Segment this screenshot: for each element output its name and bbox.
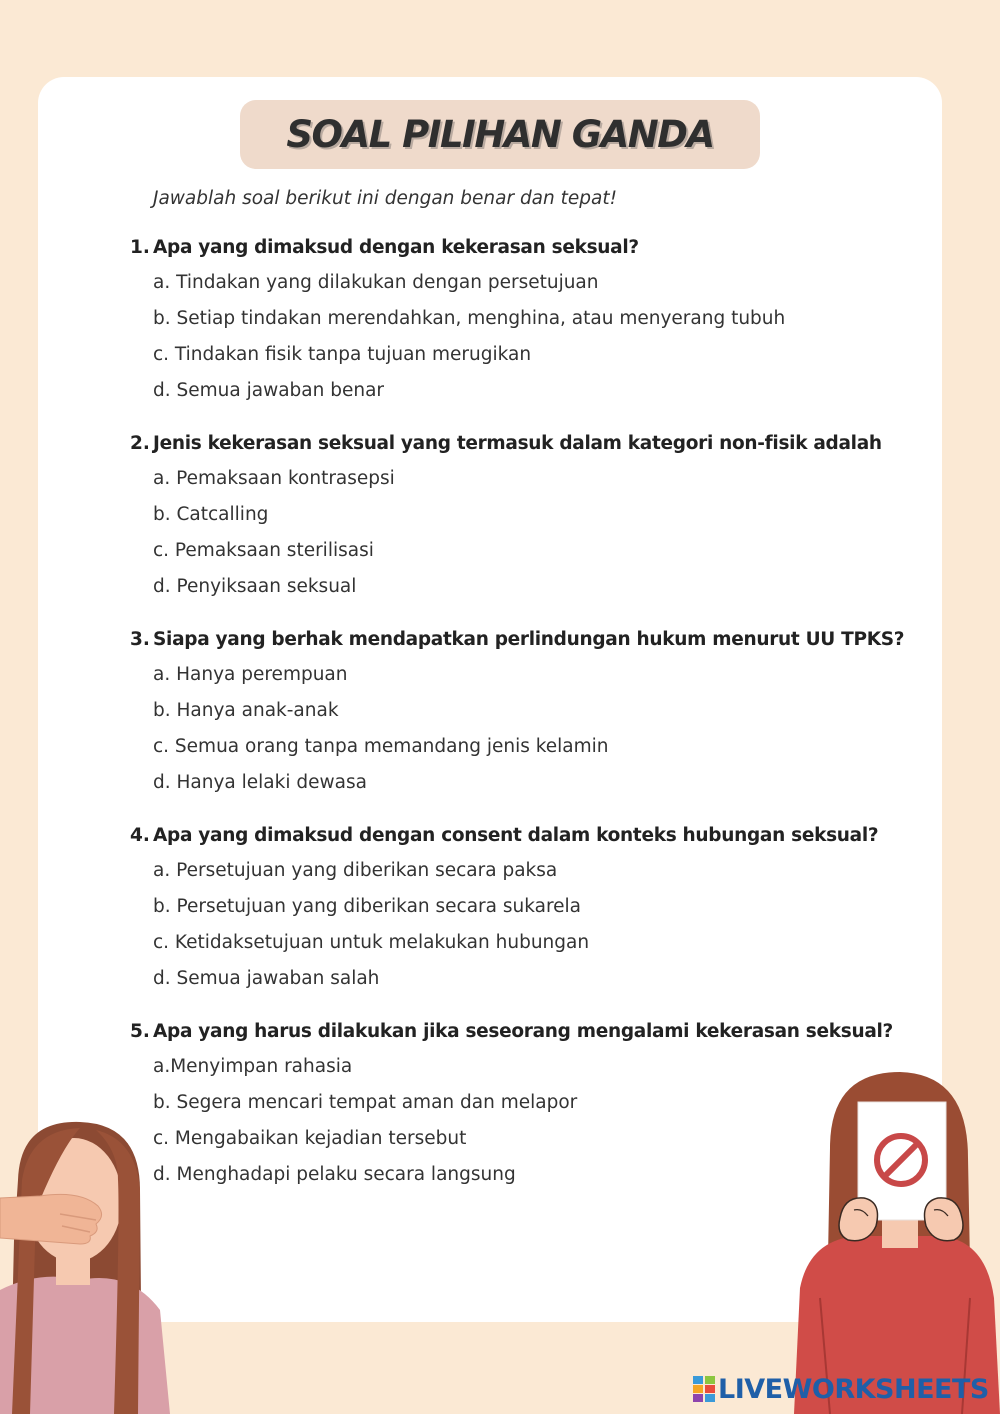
question-text: Jenis kekerasan seksual yang termasuk dalam kategori non-fisik adalah [153, 433, 882, 454]
answer-option[interactable]: a. Tindakan yang dilakukan dengan persetujuan [153, 272, 599, 293]
answer-option[interactable]: b. Catcalling [153, 504, 269, 525]
answer-option[interactable]: a. Hanya perempuan [153, 664, 348, 685]
answer-option[interactable]: b. Setiap tindakan merendahkan, menghina, atau menyerang tubuh [153, 308, 786, 329]
answer-option[interactable]: b. Persetujuan yang diberikan secara sukarela [153, 896, 582, 917]
answer-option[interactable]: d. Semua jawaban benar [153, 380, 385, 401]
answer-option[interactable]: c. Pemaksaan sterilisasi [153, 540, 374, 561]
woman-holding-sign-illustration [790, 1068, 1000, 1414]
liveworksheets-mark-icon [693, 1376, 715, 1402]
woman-covered-mouth-illustration [0, 1120, 175, 1414]
answer-option[interactable]: d. Hanya lelaki dewasa [153, 772, 367, 793]
question-number: 2. [130, 433, 150, 454]
answer-option[interactable]: c. Semua orang tanpa memandang jenis kelamin [153, 736, 609, 757]
page-title: SOAL PILIHAN GANDA [286, 113, 714, 156]
question-text: Apa yang dimaksud dengan consent dalam konteks hubungan seksual? [153, 825, 879, 846]
question-number: 4. [130, 825, 150, 846]
answer-option[interactable]: a. Pemaksaan kontrasepsi [153, 468, 395, 489]
question-number: 5. [130, 1021, 150, 1042]
answer-option[interactable]: c. Ketidaksetujuan untuk melakukan hubungan [153, 932, 590, 953]
answer-option[interactable]: d. Semua jawaban salah [153, 968, 380, 989]
instruction-text: Jawablah soal berikut ini dengan benar dan tepat! [153, 188, 618, 209]
question-number: 1. [130, 237, 150, 258]
question-number: 3. [130, 629, 150, 650]
liveworksheets-logo [693, 1372, 989, 1406]
title-banner [240, 100, 760, 169]
brand-name: LIVEWORKSHEETS [718, 1373, 989, 1405]
answer-option[interactable]: d. Menghadapi pelaku secara langsung [153, 1164, 516, 1185]
answer-option[interactable]: a. Persetujuan yang diberikan secara paksa [153, 860, 558, 881]
answer-option[interactable]: b. Hanya anak-anak [153, 700, 339, 721]
answer-option[interactable]: a.Menyimpan rahasia [153, 1056, 353, 1077]
answer-option[interactable]: d. Penyiksaan seksual [153, 576, 357, 597]
question-text: Apa yang harus dilakukan jika seseorang mengalami kekerasan seksual? [153, 1021, 893, 1042]
question-text: Apa yang dimaksud dengan kekerasan seksual? [153, 237, 639, 258]
answer-option[interactable]: c. Mengabaikan kejadian tersebut [153, 1128, 467, 1149]
answer-option[interactable]: b. Segera mencari tempat aman dan melapor [153, 1092, 578, 1113]
answer-option[interactable]: c. Tindakan fisik tanpa tujuan merugikan [153, 344, 532, 365]
question-text: Siapa yang berhak mendapatkan perlindungan hukum menurut UU TPKS? [153, 629, 905, 650]
